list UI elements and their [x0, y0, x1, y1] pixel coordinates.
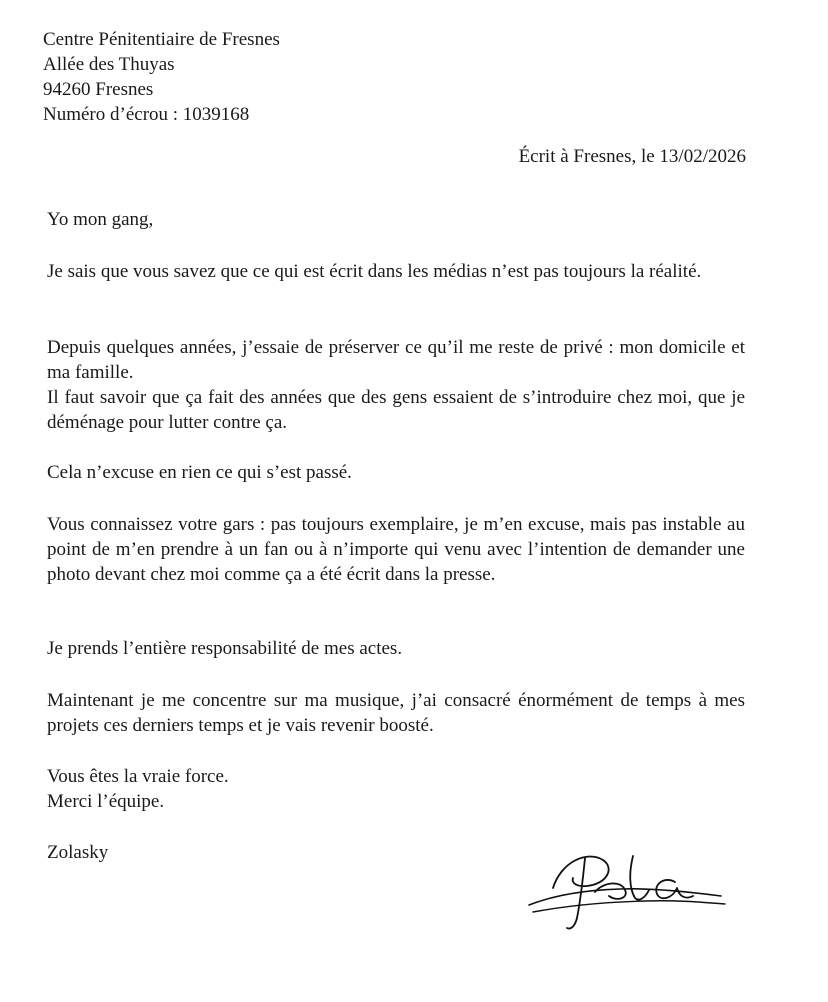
paragraph-media: [47, 259, 745, 284]
signoff-name: Zolasky: [47, 842, 109, 863]
address-line-inmate-number: Numéro d’écrou : 1039168: [43, 104, 250, 125]
address-line-institution: Centre Pénitentiaire de Fresnes: [43, 29, 280, 50]
greeting-text: Yo mon gang,: [47, 209, 154, 230]
paragraph-text: Maintenant je me concentre sur ma musique, j’ai consacré énormément de temps à mes projets ces derniers temps et je vais revenir boosté.: [47, 690, 745, 736]
paragraph-responsibility: [47, 636, 745, 661]
paragraph-press: [47, 512, 745, 587]
paragraph-text: Merci l’équipe.: [47, 791, 165, 812]
handwritten-signature: [525, 840, 735, 940]
paragraph-text: Je prends l’entière responsabilité de mes actes.: [47, 638, 403, 659]
paragraph-text: Je sais que vous savez que ce qui est écrit dans les médias n’est pas toujours la réalité.: [47, 261, 702, 282]
address-line-street: Allée des Thuyas: [43, 54, 175, 75]
address-line-city: 94260 Fresnes: [43, 79, 154, 100]
paragraph-no-excuse: [47, 460, 745, 485]
paragraph-text: Vous connaissez votre gars : pas toujours exemplaire, je m’en excuse, mais pas instable au point de m’en prendre à un fan ou à n’importe qui venu avec l’intention de demander une photo devant chez moi comme ça a été écrit dans la presse.: [47, 514, 745, 585]
paragraph-music: [47, 688, 745, 738]
paragraph-text: Cela n’excuse en rien ce qui s’est passé.: [47, 462, 352, 483]
sender-address: [43, 27, 280, 127]
paragraph-text: Depuis quelques années, j’essaie de préserver ce qu’il me reste de privé : mon domicile et ma famille.: [47, 337, 745, 383]
dateline: Écrit à Fresnes, le 13/02/2026: [518, 146, 746, 167]
greeting: [47, 207, 745, 232]
paragraph-text: Vous êtes la vraie force.: [47, 766, 229, 787]
paragraph-text: Il faut savoir que ça fait des années que des gens essaient de s’introduire chez moi, que je déménage pour lutter contre ça.: [47, 387, 745, 433]
paragraph-thanks: [47, 764, 745, 814]
paragraph-privacy: [47, 335, 745, 435]
